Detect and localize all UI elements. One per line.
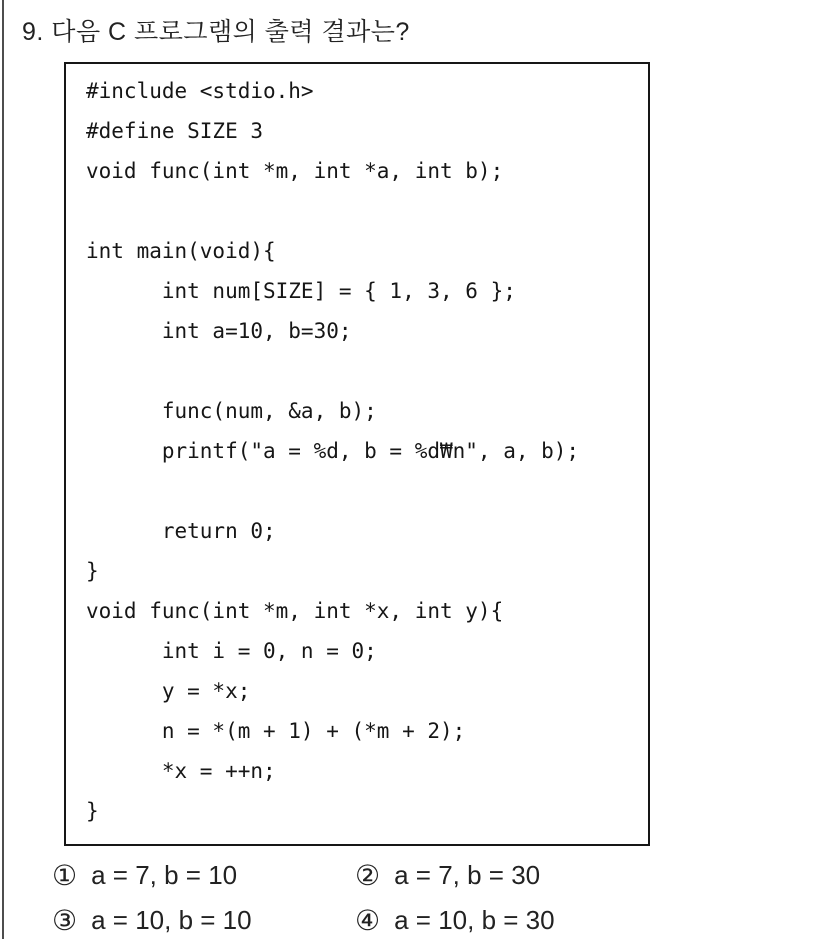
code-line: #define SIZE 3 [86,119,264,143]
code-line: return 0; [86,519,276,543]
choice-1-marker: ① [52,859,78,891]
code-line: void func(int *m, int *x, int y){ [86,599,504,623]
code-line: int num[SIZE] = { 1, 3, 6 }; [86,279,516,303]
choice-4 [355,901,555,939]
choice-2 [355,856,555,894]
choice-4-text: a = 10, b = 30 [394,904,555,935]
choice-1 [52,856,355,894]
code-line: int a=10, b=30; [86,319,352,343]
code-line: y = *x; [86,679,251,703]
choice-2-text: a = 7, b = 30 [394,859,541,890]
choice-3-marker: ③ [52,904,78,936]
code-line: int main(void){ [86,239,276,263]
choice-2-marker: ② [355,859,381,891]
code-line: *x = ++n; [86,759,276,783]
choice-1-text: a = 7, b = 10 [91,859,238,890]
code-line [86,471,648,511]
code-line: printf("a = %d, b = %d₩n", a, b); [86,439,580,463]
page-left-border [2,0,4,939]
question-title: 9. 다음 C 프로그램의 출력 결과는? [22,18,410,46]
code-line [86,351,648,391]
choice-3-text: a = 10, b = 10 [91,904,252,935]
choice-3 [52,901,355,939]
code-line: } [86,559,99,583]
code-line: } [86,799,99,823]
code-line: void func(int *m, int *a, int b); [86,159,504,183]
code-line: func(num, &a, b); [86,399,377,423]
answer-choices [52,856,555,939]
code-line: #include <stdio.h> [86,79,314,103]
code-block [64,62,650,846]
choice-4-marker: ④ [355,904,381,936]
code-line [86,191,648,231]
code-line: n = *(m + 1) + (*m + 2); [86,719,466,743]
code-line: int i = 0, n = 0; [86,639,377,663]
